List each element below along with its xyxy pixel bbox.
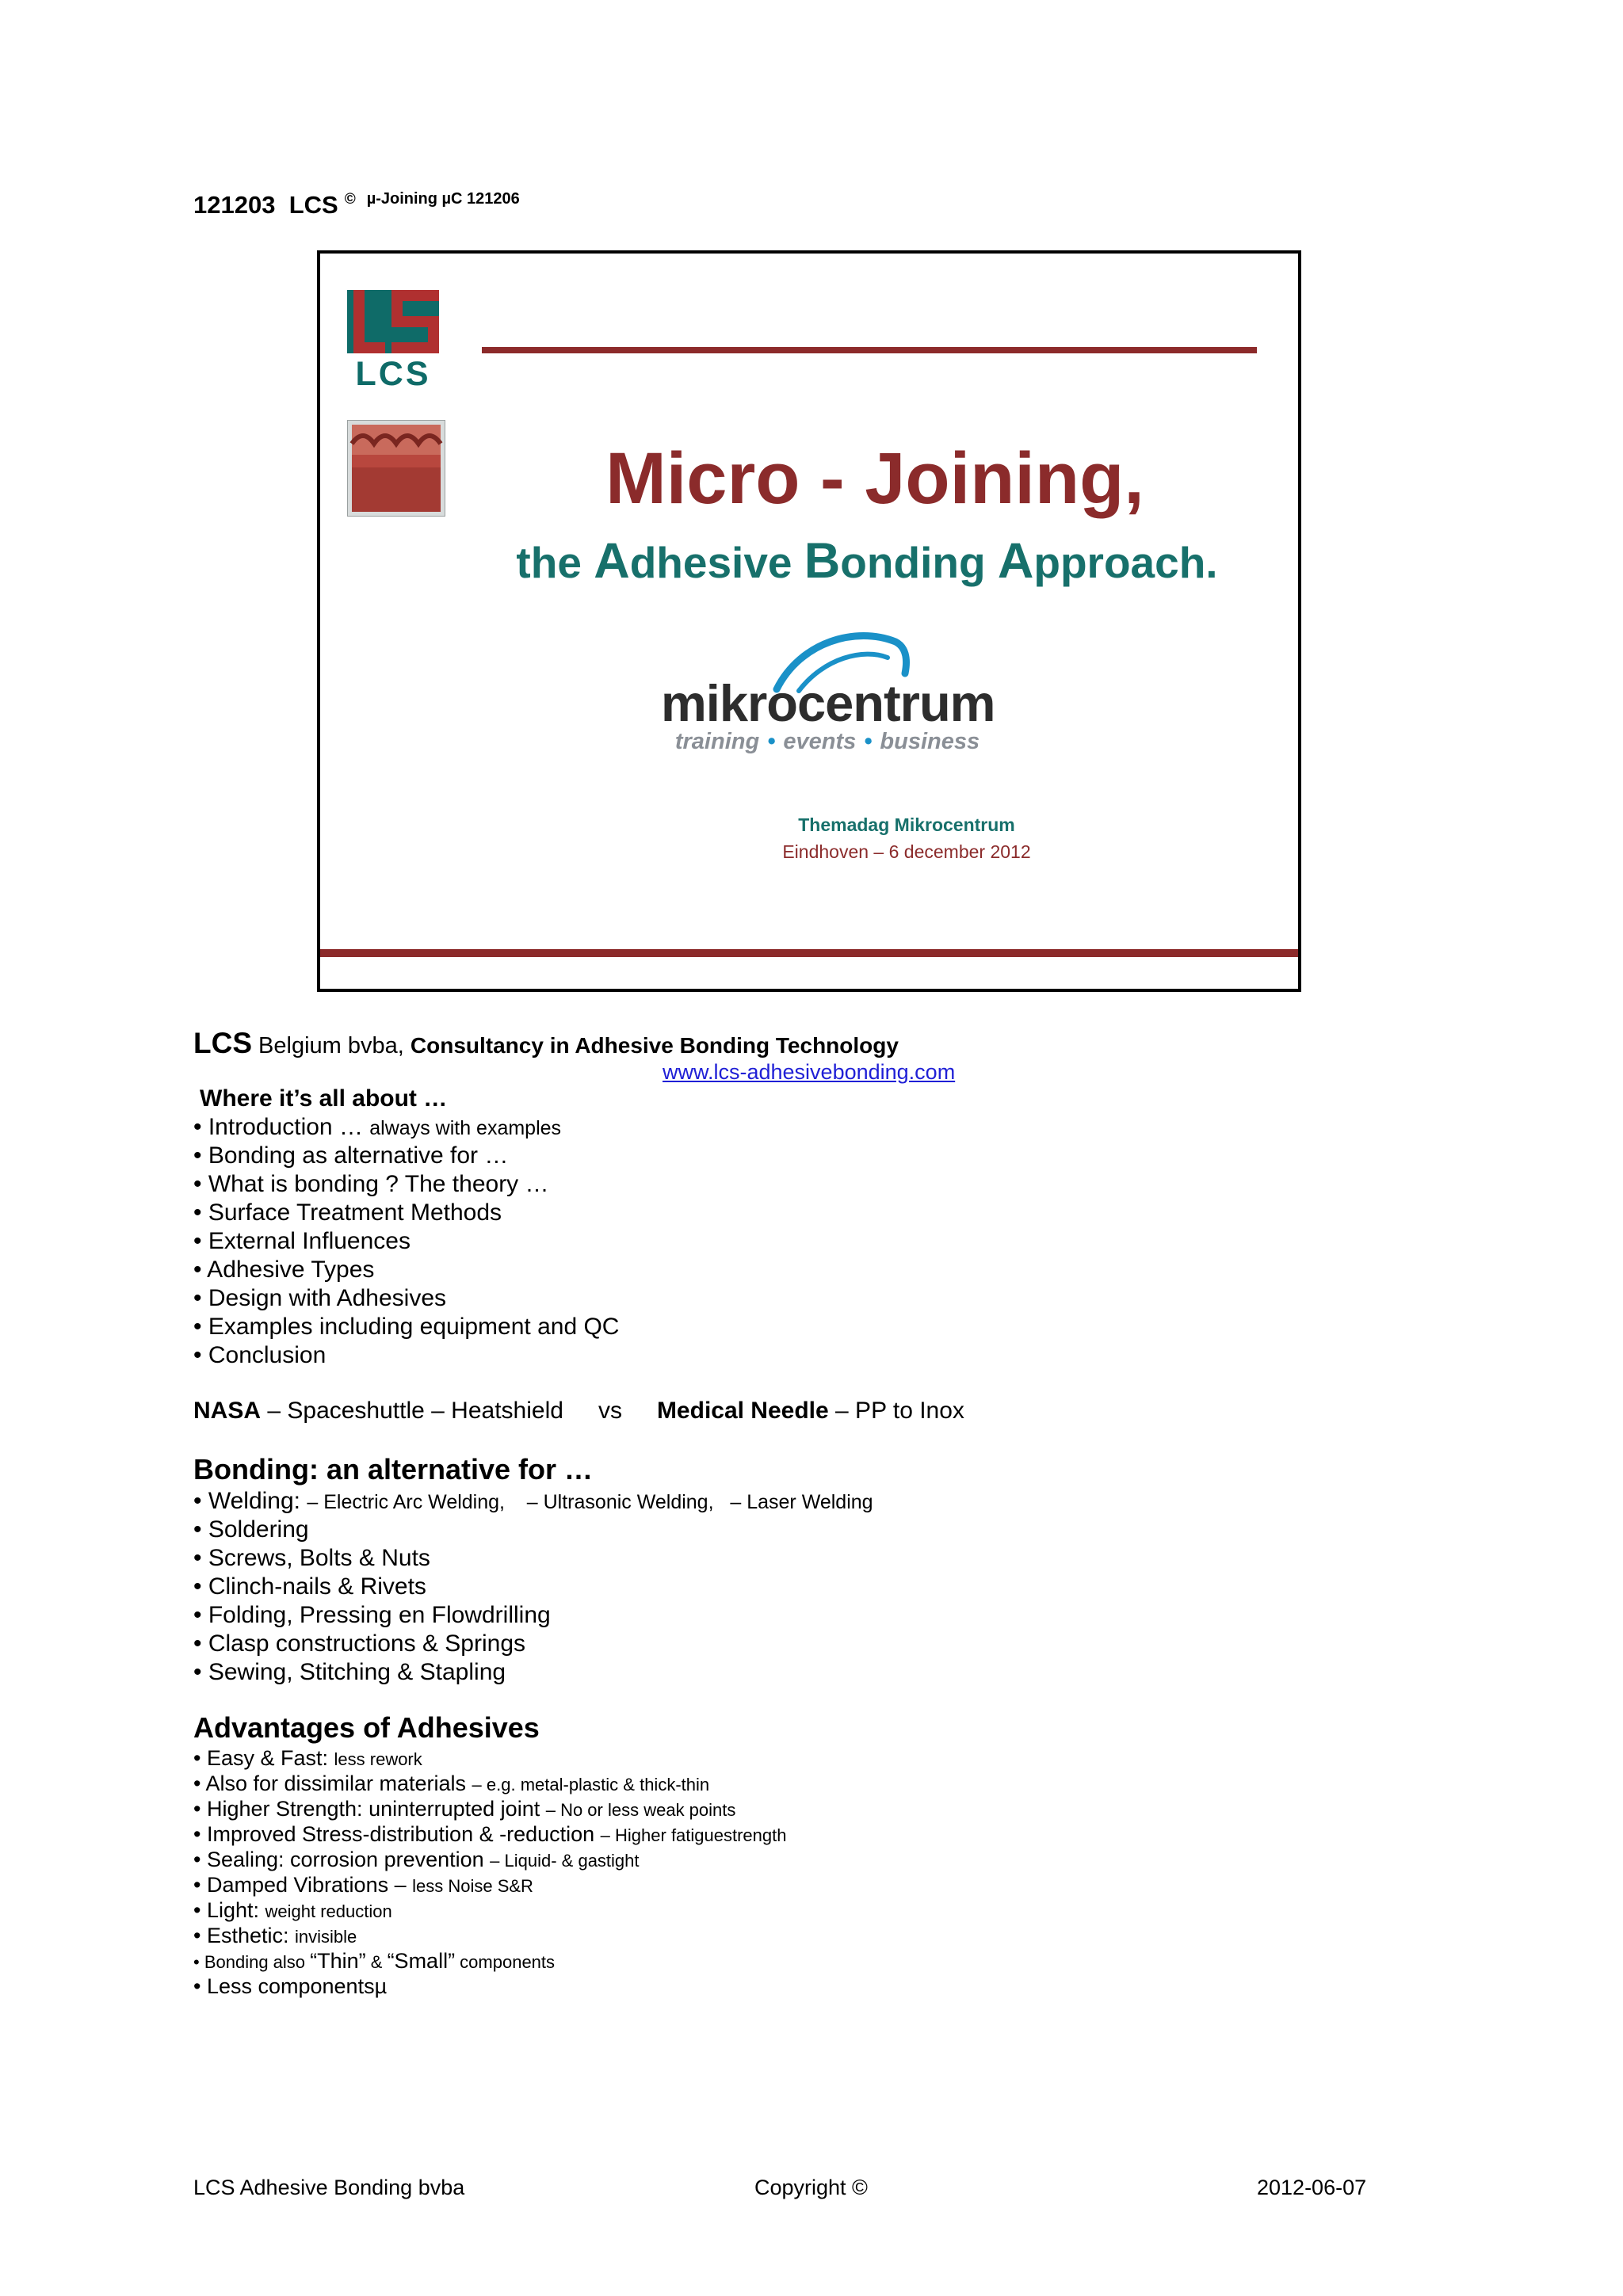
mikrocentrum-logo-text: mikrocentrum: [661, 674, 995, 732]
slide-bottom-rule: [320, 949, 1298, 957]
item-text: • Improved Stress-distribution & -reduction: [193, 1822, 601, 1846]
slide-top-rule: [482, 347, 1257, 353]
item-note: – Higher fatiguestrength: [600, 1825, 787, 1845]
item-text: • Easy & Fast:: [193, 1746, 334, 1770]
item-text: • Also for dissimilar materials: [193, 1772, 472, 1795]
tagline-word: events: [783, 729, 857, 754]
footer-left: LCS Adhesive Bonding bvba: [193, 2176, 465, 2199]
company-tagline: Consultancy in Adhesive Bonding Technology: [410, 1033, 899, 1058]
header-reference: µ-Joining µC 121206: [366, 190, 520, 208]
compare-right-rest: – PP to Inox: [828, 1398, 964, 1424]
item-note: – e.g. metal-plastic & thick-thin: [472, 1775, 710, 1794]
subtitle-part: pproach.: [1033, 538, 1218, 587]
item-text: • Bonding also: [193, 1952, 311, 1972]
compare-vs: vs: [598, 1398, 622, 1424]
item-note: – Liquid- & gastight: [490, 1851, 640, 1871]
website-link[interactable]: www.lcs-adhesivebonding.com: [663, 1060, 956, 1084]
list-item: • Design with Adhesives: [193, 1285, 446, 1311]
item-emphasis: “Thin”: [310, 1949, 366, 1973]
list-item: • Examples including equipment and QC: [193, 1314, 620, 1340]
list-item: [193, 1114, 561, 1141]
list-item: [193, 1848, 640, 1872]
compare-left-rest: – Spaceshuttle – Heatshield: [261, 1398, 563, 1424]
title-slide: [317, 250, 1301, 992]
event-place-date: Eindhoven – 6 december 2012: [782, 841, 1031, 862]
list-item: • What is bonding ? The theory …: [193, 1171, 549, 1197]
subtitle-initial: A: [594, 533, 630, 589]
list-item: [193, 1924, 357, 1948]
header-copyright: ©: [344, 191, 356, 208]
compare-right-bold: Medical Needle: [656, 1398, 829, 1424]
list-item: • Adhesive Types: [193, 1257, 375, 1283]
list-item: • Clasp constructions & Springs: [193, 1630, 526, 1657]
header-code: 121203: [193, 191, 276, 219]
item-text: &: [365, 1952, 388, 1972]
list-item: [193, 1898, 392, 1923]
advantages-heading: Advantages of Adhesives: [193, 1711, 540, 1744]
list-item: [193, 1822, 787, 1847]
event-name: Themadag Mikrocentrum: [798, 814, 1015, 835]
about-heading: Where it’s all about …: [200, 1085, 448, 1112]
item-text: • Damped Vibrations –: [193, 1873, 413, 1897]
item-text: • Esthetic:: [193, 1924, 295, 1947]
header-brand: LCS: [288, 191, 338, 219]
list-item: • Conclusion: [193, 1342, 327, 1368]
item-note: less Noise S&R: [412, 1876, 533, 1896]
list-item: • Less componentsµ: [193, 1974, 388, 1998]
lcs-logo-text: LCS: [355, 355, 431, 393]
item-note: weight reduction: [265, 1901, 392, 1921]
list-item: • Clinch-nails & Rivets: [193, 1573, 426, 1600]
mikrocentrum-tagline: training • events • business: [674, 729, 980, 754]
footer-right: 2012-06-07: [1257, 2176, 1367, 2199]
list-item: • External Influences: [193, 1228, 411, 1254]
list-item: [193, 1873, 533, 1897]
item-text: components: [455, 1952, 556, 1972]
list-item: [193, 1488, 873, 1515]
item-note: – No or less weak points: [545, 1800, 736, 1820]
item-text: • Light:: [193, 1898, 265, 1922]
list-item: • Soldering: [193, 1516, 309, 1543]
compare-left-bold: NASA: [193, 1398, 262, 1424]
comparison-line: [193, 1398, 964, 1425]
item-text: • Sealing: corrosion prevention: [193, 1848, 491, 1871]
company-brand: LCS: [193, 1027, 252, 1059]
tagline-word: training: [674, 729, 760, 754]
subtitle-initial: B: [804, 533, 841, 589]
subtitle-part: onding: [840, 538, 998, 587]
list-item: • Bonding as alternative for …: [193, 1142, 509, 1169]
item-note: invisible: [295, 1927, 357, 1947]
slide-subtitle: [439, 532, 1295, 589]
list-item: [193, 1772, 709, 1796]
subtitle-initial: A: [997, 533, 1034, 589]
list-item: [193, 1746, 422, 1771]
item-text: • Welding:: [193, 1488, 307, 1514]
subtitle-part: dhesive: [629, 538, 804, 587]
bonded-part-photo: [347, 420, 445, 517]
item-note: less rework: [334, 1749, 422, 1769]
list-item: • Screws, Bolts & Nuts: [193, 1545, 430, 1571]
list-item: • Surface Treatment Methods: [193, 1199, 502, 1226]
item-text: • Introduction …: [193, 1114, 370, 1140]
page-header: [193, 190, 520, 219]
item-text: • Higher Strength: uninterrupted joint: [193, 1797, 546, 1821]
alternative-heading: Bonding: an alternative for …: [193, 1453, 594, 1486]
list-item: • Folding, Pressing en Flowdrilling: [193, 1602, 551, 1628]
tagline-word: business: [880, 729, 980, 754]
item-note: always with examples: [369, 1117, 562, 1139]
item-emphasis: “Small”: [387, 1949, 456, 1973]
list-item: [193, 1797, 735, 1821]
list-item: [193, 1949, 555, 1974]
list-item: • Sewing, Stitching & Stapling: [193, 1659, 506, 1685]
company-line: [193, 1027, 899, 1060]
company-name: Belgium bvba,: [252, 1033, 411, 1058]
footer-center: Copyright ©: [754, 2176, 868, 2199]
slide-title: Micro - Joining,: [605, 438, 1144, 519]
item-note: – Electric Arc Welding, – Ultrasonic Welding, – Laser Welding: [307, 1491, 873, 1513]
subtitle-part: the: [516, 538, 594, 587]
